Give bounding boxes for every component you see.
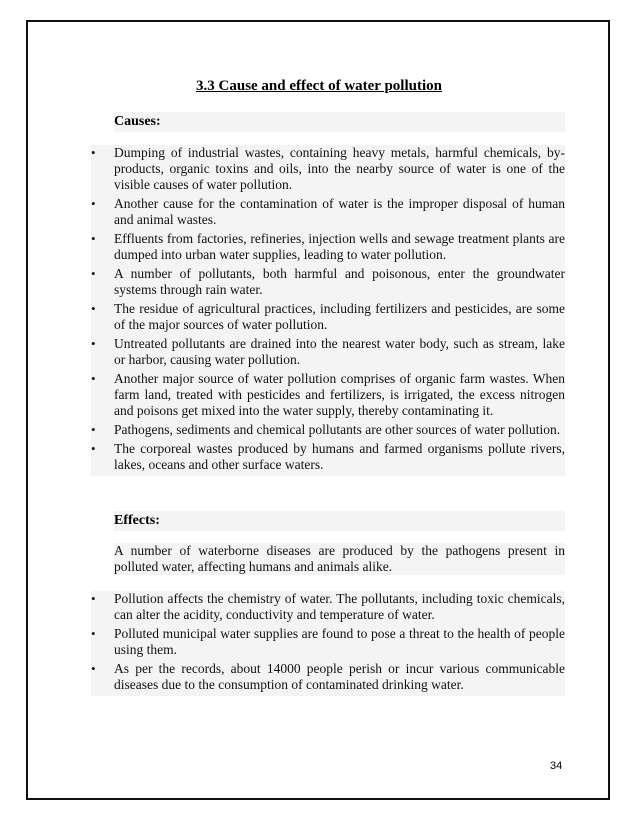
list-item [91, 231, 565, 263]
list-item [91, 626, 565, 658]
effects-intro: A number of waterborne diseases are produced by the pathogens present in polluted water, affecting humans and animals alike. [114, 543, 565, 574]
effects-heading: Effects: [114, 511, 565, 531]
causes-list [91, 145, 565, 476]
list-item-text: Pathogens, sediments and chemical pollutants are other sources of water pollution. [114, 422, 561, 437]
list-item-text: Untreated pollutants are drained into the nearest water body, such as stream, lake or harbor, causing water pollution. [114, 336, 565, 367]
list-item-text: Pollution affects the chemistry of water. The pollutants, including toxic chemicals, can alter the acidity, conductivity and temperature of water. [114, 591, 565, 622]
list-item-text: Another cause for the contamination of water is the improper disposal of human and animal wastes. [114, 196, 565, 227]
bullet-icon: • [91, 371, 96, 386]
effects-list [91, 591, 565, 696]
bullet-icon: • [91, 196, 96, 211]
bullet-icon: • [91, 231, 96, 246]
bullet-icon: • [91, 301, 96, 316]
list-item-text: The corporeal wastes produced by humans and farmed organisms pollute rivers, lakes, oceans and other surface waters. [114, 441, 565, 472]
bullet-icon: • [91, 661, 96, 676]
list-item-text: As per the records, about 14000 people perish or incur various communicable diseases due to the consumption of contaminated drinking water. [114, 661, 565, 692]
bullet-icon: • [91, 336, 96, 351]
list-item-text: Dumping of industrial wastes, containing heavy metals, harmful chemicals, by-products, organic toxins and oils, into the nearby source of water is one of the visible causes of water pollution. [114, 145, 565, 192]
list-item [91, 196, 565, 228]
list-item [91, 371, 565, 419]
list-item-text: Polluted municipal water supplies are found to pose a threat to the health of people using them. [114, 626, 565, 657]
list-item [91, 591, 565, 623]
list-item [91, 441, 565, 473]
bullet-icon: • [91, 626, 96, 641]
list-item-text: A number of pollutants, both harmful and poisonous, enter the groundwater systems through rain water. [114, 266, 565, 297]
bullet-icon: • [91, 591, 96, 606]
list-item-text: The residue of agricultural practices, including fertilizers and pesticides, are some of the major sources of water pollution. [114, 301, 565, 332]
list-item-text: Effluents from factories, refineries, injection wells and sewage treatment plants are dumped into urban water supplies, leading to water pollution. [114, 231, 565, 262]
causes-heading: Causes: [114, 112, 565, 132]
list-item [91, 336, 565, 368]
bullet-icon: • [91, 441, 96, 456]
bullet-icon: • [91, 422, 96, 437]
list-item [91, 145, 565, 193]
page-number: 34 [550, 760, 563, 772]
list-item [91, 422, 565, 438]
bullet-icon: • [91, 266, 96, 281]
section-title: 3.3 Cause and effect of water pollution [196, 78, 442, 94]
list-item-text: Another major source of water pollution comprises of organic farm wastes. When farm land, treated with pesticides and fertilizers, is irrigated, the excess nitrogen and poisons get mixed into the water supply, thereby contaminating it. [114, 371, 565, 418]
list-item [91, 266, 565, 298]
bullet-icon: • [91, 145, 96, 160]
list-item [91, 301, 565, 333]
list-item [91, 661, 565, 693]
